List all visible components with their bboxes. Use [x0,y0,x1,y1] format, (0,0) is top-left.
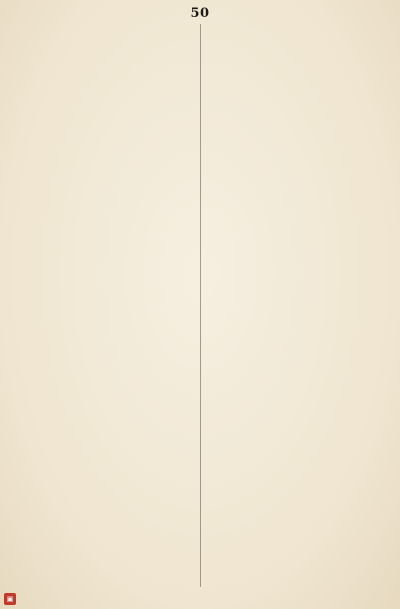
left-column [6,24,194,587]
right-column [207,24,395,587]
library-logo-icon: ▣ [4,593,16,605]
page-number: 50 [190,6,210,21]
library-logo [4,593,16,605]
directory-entry [207,551,395,557]
text-columns [6,24,394,587]
column-divider [200,24,201,587]
directory-entry [6,551,194,557]
